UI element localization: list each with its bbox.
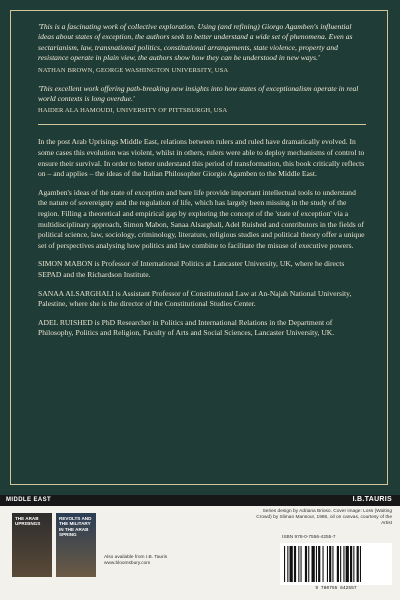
also-available-note <box>104 555 167 567</box>
author-bio-ruished: ADEL RUISHED is PhD Researcher in Politics and International Relations in the Department of Philosophy, Politics and Religion, Faculty of Arts and Social Sciences, Lancaster University, UK. <box>38 317 335 338</box>
subject-band <box>0 495 400 506</box>
blurb-paragraph-2: Agamben's ideas of the state of exception and bare life provide important intellectual tools to understand the nature of sovereignty and the regulation of life, which has largely been missing in the study of the region. Filling a theoretical and empirical gap by exploring the concept of the 'state of exception' via a multidisciplinary approach, Simon Mabon, Sanaa Alsarghali, Adel Ruished and contributors in the fields of political science, law, sociology, criminology, literature, religious studies and political theory offer a unique set of perspectives analysing how politics and law combine to facilitate the misuse of executive powers. <box>38 187 365 250</box>
barcode-bar <box>327 546 328 582</box>
barcode-bar <box>284 546 285 582</box>
barcode-bar <box>343 546 344 582</box>
related-book-title-1: THE ARAB UPRISINGS <box>15 516 41 527</box>
back-cover-text <box>38 22 366 347</box>
divider-rule <box>38 124 366 125</box>
also-available-text: Also available from I.B. Tauris <box>104 555 168 560</box>
barcode-bar <box>308 546 309 582</box>
endorsement-quote-2: 'This excellent work offering path-breaking new insights into how states of exceptionalism operate in real world contexts is long overdue.' <box>38 83 359 104</box>
barcode-bars <box>280 543 392 585</box>
barcode-bar <box>323 546 324 582</box>
barcode-bar <box>318 546 320 582</box>
barcode-bar <box>346 546 349 582</box>
barcode-bar <box>312 546 315 582</box>
barcode-bar <box>337 546 339 582</box>
barcode-bar <box>290 546 293 582</box>
barcode-bar <box>353 546 354 582</box>
endorsement-attribution-1: NATHAN BROWN, GEORGE WASHINGTON UNIVERSITY, USA <box>38 66 229 74</box>
blurb-paragraph-1: In the post Arab Uprisings Middle East, relations between rulers and ruled have dramatically evolved. In some cases this evolution was violent, whilst in others, rulers were able to deploy mechanisms of control to ensure their survival. In order to better understand this period of transformation, this book critically reflects on – and applies – the ideas of the Italian Philosopher Giorgio Agamben to the Middle East. <box>38 137 365 179</box>
author-bio-alsarghali: SANAA ALSARGHALI is Assistant Professor of Constitutional Law at An-Najah National University, Palestine, where she is the director of the Constitutional Studies Center. <box>38 288 352 309</box>
author-bio-mabon: SIMON MABON is Professor of International Politics at Lancaster University, UK, where he directs SEPAD and the Richardson Institute. <box>38 259 345 279</box>
cover-footer <box>0 495 400 600</box>
related-book-thumbnail-1 <box>12 513 52 577</box>
endorsement-attribution-2: HAIDER ALA HAMOUDI, UNIVERSITY OF PITTSBURGH, USA <box>38 107 228 115</box>
barcode-bar <box>332 546 333 582</box>
barcode <box>280 543 392 585</box>
barcode-bar <box>357 546 359 582</box>
barcode-bar <box>350 546 352 582</box>
barcode-bar <box>287 546 288 582</box>
subject-label: MIDDLE EAST <box>6 497 52 503</box>
barcode-bar <box>329 546 331 582</box>
barcode-number: 9 780755 642557 <box>315 586 357 591</box>
barcode-bar <box>294 546 296 582</box>
barcode-bar <box>305 546 307 582</box>
barcode-bar <box>360 546 361 582</box>
publisher-logo: I.B.TAURIS <box>352 496 392 503</box>
barcode-bar <box>301 546 302 582</box>
isbn-label: ISBN 978-0-7556-4255-7 <box>282 535 336 540</box>
design-credits: Series design by Adriana Brioso. Cover image: Loss (Waiting Crowd) by Sliman Mansour, 1986, oil on canvas, courtesy of the Artist <box>256 509 392 526</box>
related-book-thumbnail-2 <box>56 513 96 577</box>
barcode-bar <box>316 546 317 582</box>
barcode-bar <box>298 546 299 582</box>
publisher-website: www.bloomsbury.com <box>104 561 151 566</box>
barcode-bar <box>340 546 341 582</box>
related-book-title-2: REVOLTS AND THE MILITARY IN THE ARAB SPRING <box>59 516 92 538</box>
endorsement-quote-1: 'This is a fascinating work of collective exploration. Using (and refining) Giorgo Agamben's influential ideas about states of exception, the authors seek to better understand a wide set of phenomena. Even as sectarianism, law, transnational politics, constitutional arrangements, state violence, property and resistance operate in plain view, the authors show how they can be understood in new ways.' <box>38 22 353 63</box>
